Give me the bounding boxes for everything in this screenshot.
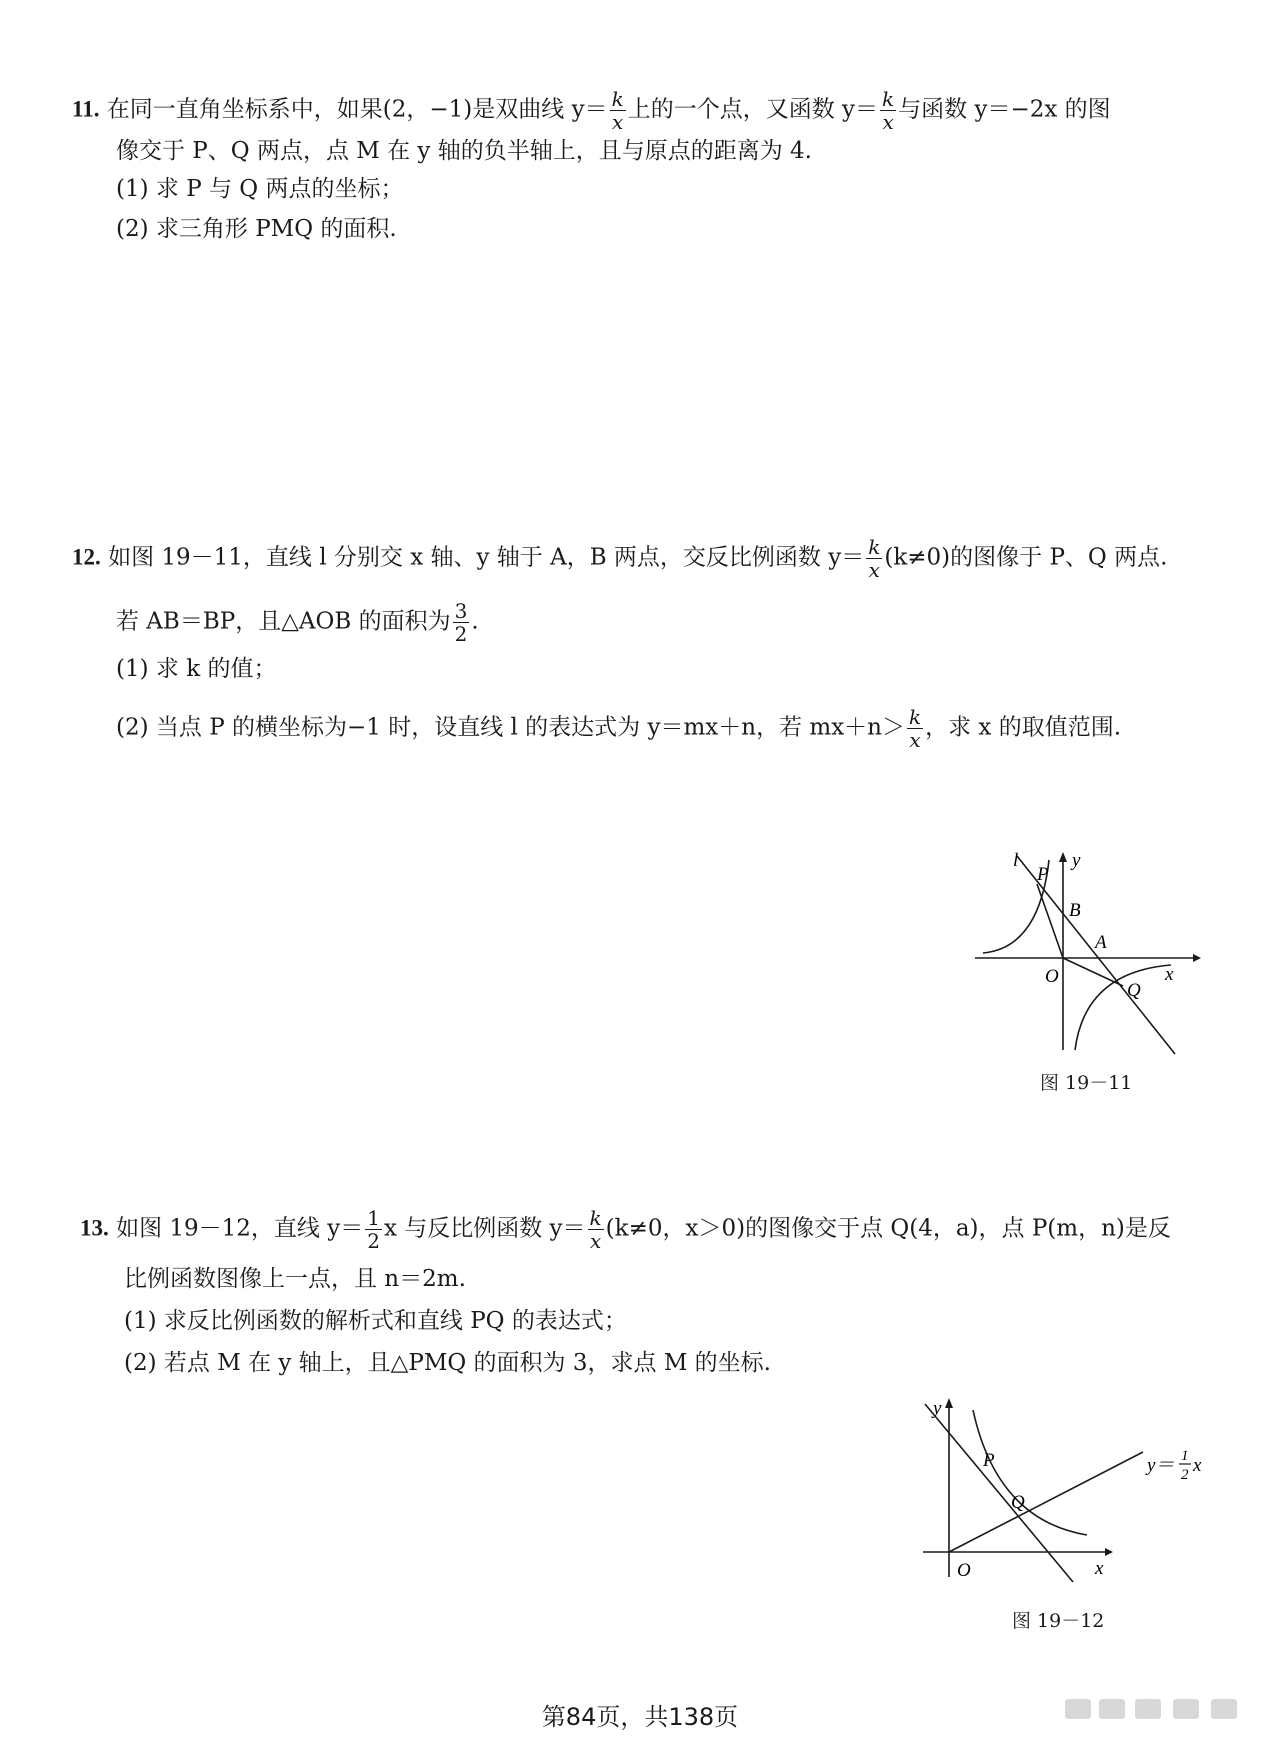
- figure-19-12: [915, 1392, 1215, 1587]
- segment-OQ: [1063, 958, 1123, 986]
- label-O: O: [1045, 966, 1059, 987]
- q11-line2: 像交于 P、Q 两点，点 M 在 y 轴的负半轴上，且与原点的距离为 4.: [116, 138, 812, 164]
- svg-text:2: 2: [1181, 1467, 1189, 1483]
- hyperbola-branch-4th-quadrant: [1075, 965, 1171, 1050]
- hyperbola-branch: [973, 1410, 1087, 1535]
- q12-text-b: (k≠0)的图像于 P、Q 两点.: [884, 544, 1168, 571]
- label-x: x: [1165, 964, 1174, 985]
- page-number: 第84页，共138页: [541, 1703, 739, 1731]
- q12-frac-area: $\frac{3}{2}$: [454, 599, 468, 646]
- q11-part1: (1) 求 P 与 Q 两点的坐标；: [116, 176, 404, 202]
- q11-frac-k-1: $\frac{k}{x}$: [611, 87, 624, 134]
- line-l: [1017, 856, 1175, 1054]
- q13-text-c: (k≠0，x＞0)的图像交于点 Q(4，a)，点 P(m，n)是反: [605, 1215, 1171, 1242]
- figure-19-11: [975, 848, 1215, 1058]
- q12-line2-b: .: [471, 608, 479, 635]
- label-O: O: [957, 1560, 971, 1581]
- q12-line2-a: 若 AB＝BP，且△AOB 的面积为: [116, 608, 451, 635]
- label-y: y: [1072, 850, 1081, 871]
- line-equation-label: [1145, 1448, 1202, 1483]
- q11-text-c: 与函数 y＝−2x 的图: [898, 96, 1111, 123]
- q13-text-b: x 与反比例函数 y＝: [383, 1215, 586, 1242]
- q13-frac-k: $\frac{k}{x}$: [589, 1206, 602, 1253]
- segment-OP: [1037, 884, 1063, 958]
- label-P: P: [983, 1450, 995, 1471]
- q13-text-a: 如图 19－12，直线 y＝: [116, 1215, 364, 1242]
- q11-text-a: 在同一直角坐标系中，如果(2，−1)是双曲线 y＝: [106, 96, 608, 123]
- y-axis-arrow: [1059, 852, 1067, 862]
- q12-frac-k: $\frac{k}{x}$: [868, 535, 881, 582]
- q12-part1: (1) 求 k 的值；: [116, 656, 277, 682]
- label-P: P: [1037, 864, 1049, 885]
- label-x: x: [1095, 1558, 1104, 1579]
- q11-text-b: 上的一个点，又函数 y＝: [627, 96, 879, 123]
- q13-number: 13.: [80, 1215, 109, 1241]
- label-y: y: [933, 1398, 942, 1419]
- label-Q: Q: [1011, 1492, 1025, 1513]
- q13-part1: (1) 求反比例函数的解析式和直线 PQ 的表达式；: [124, 1308, 627, 1334]
- q12-line2: [116, 600, 479, 645]
- figure-19-11-caption: 图 19－11: [1040, 1072, 1133, 1094]
- q11-line1: [72, 88, 1111, 133]
- q11-frac-k-2: $\frac{k}{x}$: [882, 87, 895, 134]
- line-PQ: [925, 1404, 1073, 1582]
- q13-part2: (2) 若点 M 在 y 轴上，且△PMQ 的面积为 3，求点 M 的坐标.: [124, 1350, 771, 1376]
- q12-part2: [116, 706, 1121, 751]
- label-l: l: [1013, 850, 1019, 871]
- q12-number: 12.: [72, 544, 101, 570]
- label-A: A: [1095, 932, 1107, 953]
- x-axis-arrow: [1193, 954, 1201, 962]
- x-axis-arrow: [1105, 1548, 1113, 1556]
- toolbar-decoration: [1065, 1697, 1265, 1723]
- q13-line1: [80, 1207, 1171, 1252]
- svg-text:1: 1: [1181, 1448, 1189, 1464]
- q12-text-a: 如图 19－11，直线 l 分别交 x 轴、y 轴于 A，B 两点，交反比例函数 y＝: [108, 544, 865, 571]
- y-axis-arrow: [945, 1398, 953, 1408]
- figure-19-12-caption: 图 19－12: [1012, 1610, 1105, 1632]
- label-B: B: [1069, 900, 1081, 921]
- svg-text:x: x: [1193, 1455, 1202, 1476]
- q12-line1: [72, 536, 1167, 581]
- q12-part2-a: (2) 当点 P 的横坐标为−1 时，设直线 l 的表达式为 y＝mx＋n，若 mx＋n＞: [116, 714, 905, 741]
- q11-part2: (2) 求三角形 PMQ 的面积.: [116, 216, 397, 242]
- q13-frac-half: $\frac{1}{2}$: [367, 1206, 380, 1253]
- q12-frac-k-2: $\frac{k}{x}$: [909, 705, 922, 752]
- q11-number: 11.: [72, 96, 100, 122]
- label-Q: Q: [1127, 980, 1141, 1001]
- svg-text:y＝: y＝: [1147, 1455, 1175, 1476]
- q12-part2-b: ，求 x 的取值范围.: [925, 714, 1122, 741]
- q13-line2: 比例函数图像上一点，且 n＝2m.: [124, 1266, 466, 1292]
